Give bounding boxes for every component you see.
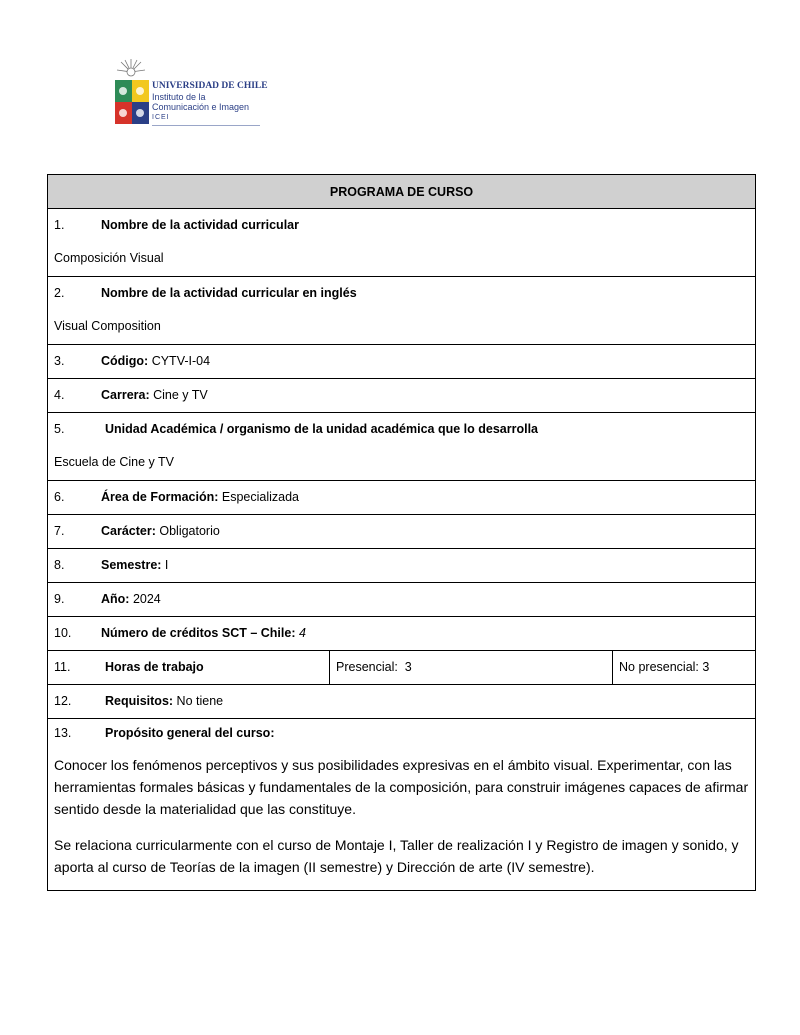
item-value: Composición Visual xyxy=(54,251,164,265)
row-11 xyxy=(48,651,756,685)
item-label: Nombre de la actividad curricular en inglés xyxy=(101,286,357,300)
item-number: 4. xyxy=(54,388,65,402)
hours-presencial: Presencial: 3 xyxy=(336,660,412,674)
sun-emblem-icon xyxy=(116,58,146,82)
item-number: 1. xyxy=(54,218,65,232)
table-title: PROGRAMA DE CURSO xyxy=(48,175,756,209)
item-value: CYTV-I-04 xyxy=(148,354,211,368)
item-number: 3. xyxy=(54,354,65,368)
purpose-paragraph-1: Conocer los fenómenos perceptivos y sus posibilidades expresivas en el ámbito visual. Experimentar, con las herramientas formales básicas y fundamentales de la composición, para construir imágenes capaces de afirmar sentido desde la materialidad que las constituye. xyxy=(54,757,749,817)
row-2 xyxy=(48,277,756,345)
table-header-row xyxy=(48,175,756,209)
row-10 xyxy=(48,617,756,651)
logo-acronym: ICEI xyxy=(152,113,170,121)
item-number: 8. xyxy=(54,558,65,572)
logo-divider xyxy=(152,125,260,126)
item-value: Escuela de Cine y TV xyxy=(54,455,174,469)
logo-institute-line1: Instituto de la xyxy=(152,91,206,102)
row-1 xyxy=(48,209,756,277)
row-12 xyxy=(48,685,756,719)
item-value: No tiene xyxy=(173,694,224,708)
item-number: 10. xyxy=(54,626,72,640)
item-label: Área de Formación: xyxy=(101,490,219,504)
hours-no-presencial: No presencial: 3 xyxy=(619,660,710,674)
item-value: 4 xyxy=(295,626,306,640)
item-number: 9. xyxy=(54,592,65,606)
item-number: 13. xyxy=(54,726,72,740)
logo-university: UNIVERSIDAD DE CHILE xyxy=(152,81,268,91)
item-label: Semestre: xyxy=(101,558,162,572)
row-8 xyxy=(48,549,756,583)
university-logo xyxy=(112,58,268,128)
row-3 xyxy=(48,345,756,379)
row-7 xyxy=(48,515,756,549)
item-value: Visual Composition xyxy=(54,319,161,333)
purpose-paragraph-2: Se relaciona curricularmente con el curso de Montaje I, Taller de realización I y Registro de imagen y sonido, y aporta al curso de Teorías de la imagen (II semestre) y Dirección de arte (IV semestre). xyxy=(54,837,739,875)
item-value: Cine y TV xyxy=(149,388,208,402)
item-label: Nombre de la actividad curricular xyxy=(101,218,299,232)
item-label: Carácter: xyxy=(101,524,156,538)
row-6 xyxy=(48,481,756,515)
item-label: Número de créditos SCT – Chile: xyxy=(101,626,296,640)
item-value: I xyxy=(161,558,169,572)
row-5 xyxy=(48,413,756,481)
item-label: Unidad Académica / organismo de la unidad académica que lo desarrolla xyxy=(105,422,539,436)
item-number: 12. xyxy=(54,694,72,708)
item-value: 2024 xyxy=(129,592,161,606)
row-13 xyxy=(48,719,756,891)
logo-institute-line2: Comunicación e Imagen xyxy=(152,101,250,112)
row-9 xyxy=(48,583,756,617)
item-label: Carrera: xyxy=(101,388,150,402)
item-label: Año: xyxy=(101,592,130,606)
item-label: Horas de trabajo xyxy=(105,660,204,674)
item-label: Propósito general del curso: xyxy=(105,726,275,740)
item-number: 5. xyxy=(54,422,65,436)
item-number: 2. xyxy=(54,286,65,300)
item-label: Código: xyxy=(101,354,149,368)
shield-emblem-icon xyxy=(115,80,149,124)
logo-text xyxy=(152,82,268,121)
item-number: 7. xyxy=(54,524,65,538)
item-number: 6. xyxy=(54,490,65,504)
item-value: Especializada xyxy=(218,490,299,504)
row-4 xyxy=(48,379,756,413)
item-value: Obligatorio xyxy=(155,524,220,538)
item-number: 11. xyxy=(54,660,71,674)
course-program-table xyxy=(47,174,756,891)
item-label: Requisitos: xyxy=(105,694,174,708)
